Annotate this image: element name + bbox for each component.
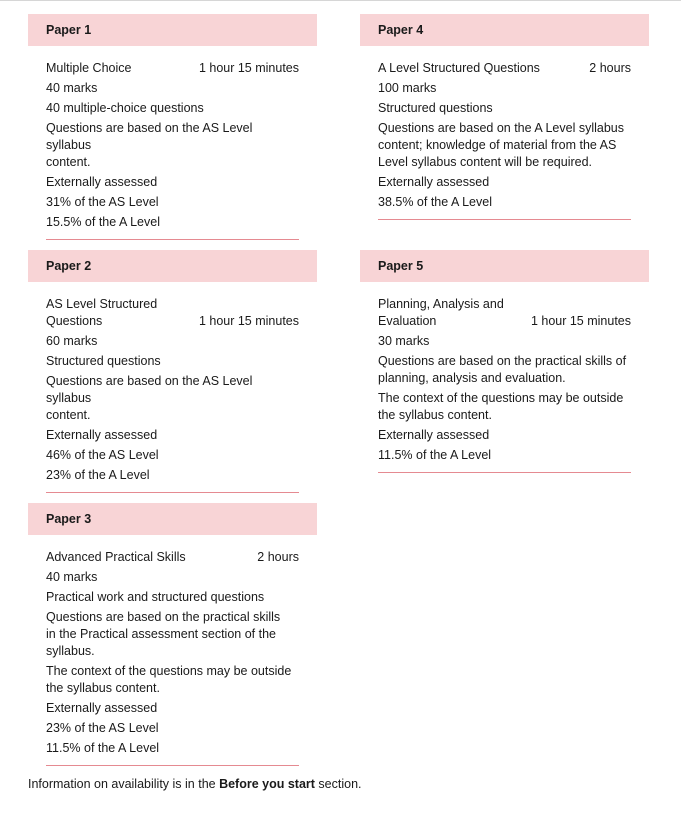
- paper-detail-line: Questions are based on the A Level syllabus: [378, 121, 624, 135]
- paper-detail: [378, 194, 631, 211]
- availability-note-suffix: section.: [314, 777, 362, 791]
- paper-detail-line: 40 multiple-choice questions: [46, 101, 204, 115]
- paper-title: Paper 3: [28, 503, 317, 535]
- paper-card: [360, 250, 649, 473]
- paper-title: Paper 4: [360, 14, 649, 46]
- paper-name-line: Evaluation: [378, 314, 437, 328]
- paper-detail-line: 38.5% of the A Level: [378, 195, 492, 209]
- paper-detail: [46, 740, 299, 757]
- paper-name: [46, 296, 157, 330]
- paper-title: Paper 5: [360, 250, 649, 282]
- paper-detail: [46, 663, 299, 697]
- paper-detail-line: Externally assessed: [378, 428, 490, 442]
- paper-detail: [46, 467, 299, 484]
- paper-duration: 2 hours: [257, 550, 299, 564]
- paper-detail-line: content; knowledge of material from the AS: [378, 138, 617, 152]
- paper-detail-line: 11.5% of the A Level: [378, 448, 492, 462]
- paper-detail: [378, 447, 631, 464]
- paper-detail: [46, 174, 299, 191]
- paper-details: [360, 46, 649, 220]
- paper-title: Paper 1: [28, 14, 317, 46]
- paper-detail: [46, 720, 299, 737]
- paper-detail: [378, 353, 631, 387]
- paper-detail-line: 11.5% of the A Level: [46, 741, 160, 755]
- paper-name-row: [46, 296, 299, 330]
- top-divider: [0, 0, 681, 1]
- paper-title: Paper 2: [28, 250, 317, 282]
- paper-marks: 30 marks: [378, 334, 430, 348]
- paper-marks: 100 marks: [378, 81, 437, 95]
- paper-duration: 1 hour 15 minutes: [530, 314, 631, 328]
- paper-name-line: Advanced Practical Skills: [46, 550, 186, 564]
- paper-detail-line: content.: [46, 408, 91, 422]
- paper-marks: 40 marks: [46, 570, 98, 584]
- paper-detail-line: Questions are based on the AS Level syllabus: [46, 121, 253, 152]
- paper-details: [28, 535, 317, 766]
- paper-detail: [378, 427, 631, 444]
- paper-card: [28, 14, 317, 240]
- paper-detail-line: Practical work and structured questions: [46, 590, 265, 604]
- paper-detail-line: the syllabus content.: [378, 408, 492, 422]
- paper-duration: 2 hours: [589, 61, 631, 75]
- paper-bottom-rule: [46, 239, 299, 240]
- paper-detail-line: 15.5% of the A Level: [46, 215, 160, 229]
- paper-detail: [46, 589, 299, 606]
- paper-detail-line: Structured questions: [46, 354, 161, 368]
- paper-name-row: [378, 296, 631, 330]
- paper-details: [28, 282, 317, 493]
- paper-detail-line: Externally assessed: [378, 175, 490, 189]
- paper-detail-line: 46% of the AS Level: [46, 448, 159, 462]
- paper-detail: [46, 353, 299, 370]
- paper-detail-line: 23% of the AS Level: [46, 721, 159, 735]
- paper-detail: [378, 174, 631, 191]
- paper-name-line: AS Level Structured: [46, 297, 158, 311]
- paper-card: [28, 250, 317, 493]
- paper-detail: [378, 120, 631, 171]
- paper-detail: [46, 100, 299, 117]
- paper-detail-line: Externally assessed: [46, 175, 158, 189]
- paper-bottom-rule: [378, 472, 631, 473]
- paper-detail-line: Questions are based on the AS Level syllabus: [46, 374, 253, 405]
- paper-detail-line: 23% of the A Level: [46, 468, 150, 482]
- paper-detail-line: Externally assessed: [46, 428, 158, 442]
- paper-detail-line: 31% of the AS Level: [46, 195, 159, 209]
- paper-detail: [46, 447, 299, 464]
- paper-detail-line: Level syllabus content will be required.: [378, 155, 593, 169]
- paper-name: [46, 549, 186, 566]
- paper-detail-line: Questions are based on the practical skills: [46, 610, 281, 624]
- paper-detail-line: content.: [46, 155, 91, 169]
- paper-name-row: [46, 60, 299, 77]
- availability-note: [28, 776, 362, 793]
- paper-name: [46, 60, 131, 77]
- paper-detail-line: in the Practical assessment section of the: [46, 627, 276, 641]
- paper-detail-line: The context of the questions may be outside: [378, 391, 624, 405]
- paper-detail-line: Questions are based on the practical skills of: [378, 354, 627, 368]
- paper-name: [378, 60, 540, 77]
- paper-detail: [46, 427, 299, 444]
- paper-detail: [46, 373, 299, 424]
- paper-detail: [378, 390, 631, 424]
- paper-detail: [46, 214, 299, 231]
- paper-duration: 1 hour 15 minutes: [198, 314, 299, 328]
- paper-name-line: Questions: [46, 314, 103, 328]
- paper-card: [28, 503, 317, 766]
- paper-duration: 1 hour 15 minutes: [198, 61, 299, 75]
- paper-detail-line: Structured questions: [378, 101, 493, 115]
- paper-detail-line: syllabus.: [46, 644, 95, 658]
- before-you-start-link-text: Before you start: [219, 777, 315, 791]
- paper-details: [28, 46, 317, 240]
- paper-name-line: Multiple Choice: [46, 61, 132, 75]
- paper-detail: [378, 100, 631, 117]
- paper-name-row: [46, 549, 299, 566]
- paper-bottom-rule: [46, 492, 299, 493]
- paper-detail: [46, 700, 299, 717]
- paper-name: [378, 296, 504, 330]
- paper-detail-line: planning, analysis and evaluation.: [378, 371, 566, 385]
- paper-detail-line: Externally assessed: [46, 701, 158, 715]
- paper-detail: [46, 609, 299, 660]
- paper-bottom-rule: [46, 765, 299, 766]
- availability-note-prefix: Information on availability is in the: [28, 777, 220, 791]
- paper-detail-line: the syllabus content.: [46, 681, 160, 695]
- paper-name-line: Planning, Analysis and: [378, 297, 504, 311]
- paper-bottom-rule: [378, 219, 631, 220]
- paper-card: [360, 14, 649, 220]
- paper-marks: 60 marks: [46, 334, 98, 348]
- paper-name-line: A Level Structured Questions: [378, 61, 540, 75]
- paper-detail-line: The context of the questions may be outside: [46, 664, 292, 678]
- paper-detail: [46, 120, 299, 171]
- paper-name-row: [378, 60, 631, 77]
- paper-detail: [46, 194, 299, 211]
- paper-marks: 40 marks: [46, 81, 98, 95]
- paper-details: [360, 282, 649, 473]
